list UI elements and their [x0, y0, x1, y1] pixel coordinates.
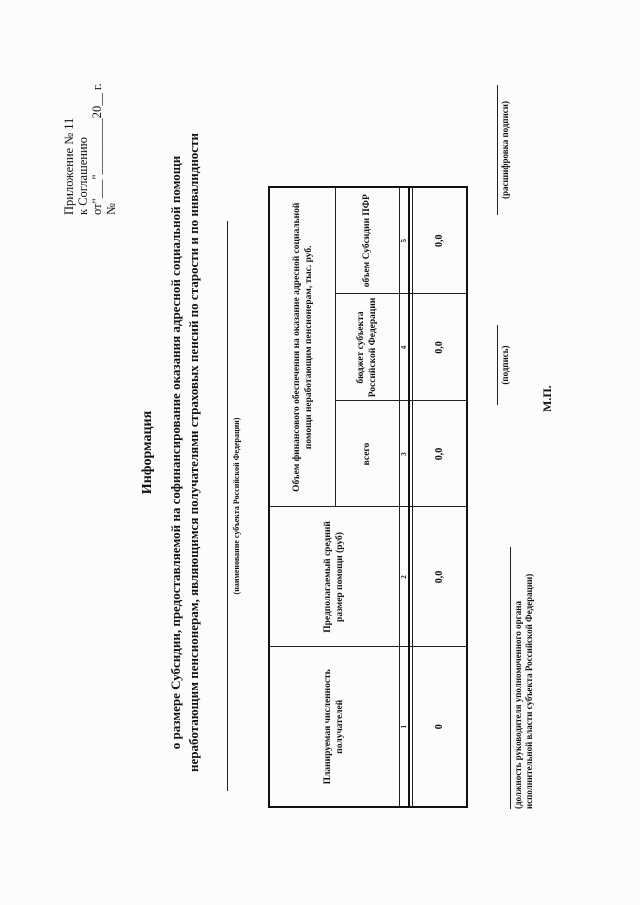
signature-decode-line — [497, 85, 498, 215]
position-caption-line1: (должность руководителя уполномоченного органа — [513, 601, 523, 809]
signature-line — [497, 325, 498, 405]
header-funding-group: Объем финансового обеспечения на оказание адресной социальной помощи неработающим пенсионерам, тыс. руб. — [269, 187, 336, 507]
region-name-line — [227, 221, 228, 791]
position-signature-line — [510, 547, 511, 809]
column-number: 4 — [399, 294, 409, 401]
stamp-place: М.П. — [540, 385, 554, 412]
document-subtitle-line1: о размере Субсидии, предоставляемой на софинансирование оказания адресной социальной помощи — [168, 155, 183, 750]
header-pfr-subsidy: объем Субсидии ПФР — [336, 187, 400, 294]
column-number: 5 — [399, 187, 409, 294]
table-header-row — [269, 187, 336, 807]
value-avg-amount: 0,0 — [413, 507, 467, 647]
appendix-date: от"___"_________20__ г. — [90, 83, 104, 215]
position-caption — [513, 529, 535, 809]
column-number-row — [399, 187, 409, 807]
appendix-number: Приложение № 11 — [62, 117, 76, 215]
value-regional-budget: 0,0 — [413, 294, 467, 401]
value-recipients: 0 — [413, 647, 467, 807]
subsidy-table — [268, 186, 468, 808]
appendix-agreement: к Соглашению — [76, 137, 90, 215]
column-number: 3 — [399, 401, 409, 507]
header-total: всего — [336, 401, 400, 507]
header-recipients: Планируемая численность получателей — [269, 647, 399, 807]
value-pfr-subsidy: 0,0 — [413, 187, 467, 294]
document-subtitle-line2: неработающим пенсионерам, являющимся получателями страховых пенсий по старости и по инвалидности — [186, 133, 201, 772]
document-title: Информация — [140, 410, 155, 495]
signature-caption: (подпись) — [500, 345, 510, 385]
column-number: 2 — [399, 507, 409, 647]
appendix-no: № — [104, 203, 118, 215]
header-avg-amount: Предполагаемый средний размер помощи (руб) — [269, 507, 399, 647]
position-caption-line2: исполнительной власти субъекта Российской Федерации) — [524, 573, 534, 809]
table-row — [413, 187, 467, 807]
value-total: 0,0 — [413, 401, 467, 507]
column-number: 1 — [399, 647, 409, 807]
appendix-block — [62, 15, 118, 215]
signature-decode-caption: (расшифровка подписи) — [500, 101, 510, 199]
region-name-caption: (наименование субъекта Российской Федерации) — [232, 417, 241, 595]
header-regional-budget: бюджет субъекта Российской Федерации — [336, 294, 400, 401]
